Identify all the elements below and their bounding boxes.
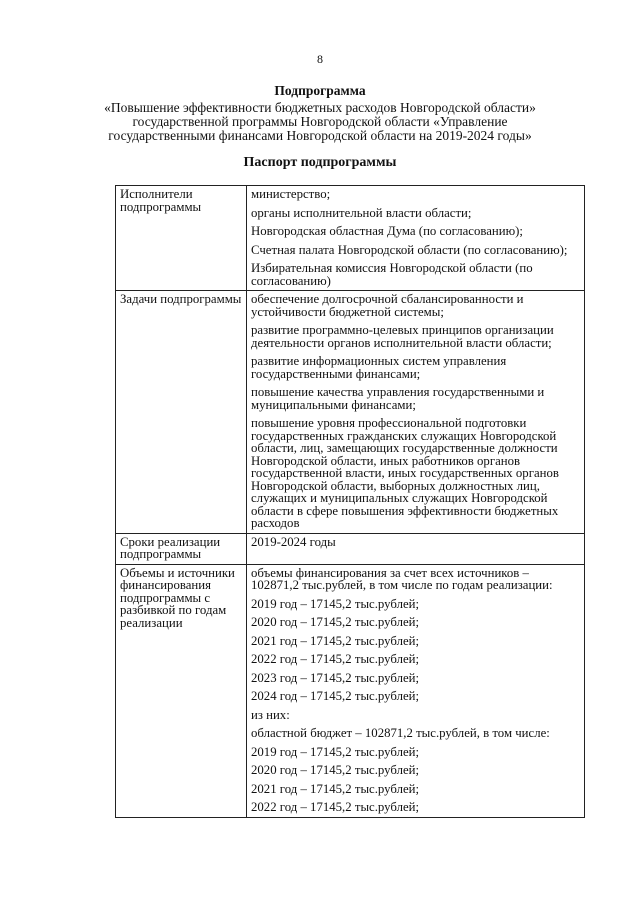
list-item: 2023 год – 17145,2 тыс.рублей; [251, 670, 420, 685]
list-item: 2020 год – 17145,2 тыс.рублей; [251, 615, 420, 629]
subprogram-title-block [60, 84, 580, 143]
list-item: Новгородская областная Дума (по согласованию); [251, 224, 523, 238]
list-item: органы исполнительной власти области; [251, 205, 472, 220]
list-item: 2022 год – 17145,2 тыс.рублей; [251, 800, 420, 814]
subprogram-title-line: государственными финансами Новгородской области на 2019-2024 годы» [108, 128, 532, 143]
row-label: Сроки реализации подпрограммы [116, 533, 247, 564]
subprogram-title-line: государственной программы Новгородской области «Управление [132, 114, 508, 129]
list-item: развитие информационных систем управления государственными финансами; [251, 354, 507, 381]
list-item: министерство; [251, 187, 331, 201]
table-row [116, 186, 585, 291]
table-row [116, 533, 585, 564]
list-item: обеспечение долгосрочной сбалансированности и устойчивости бюджетной системы; [251, 292, 524, 319]
list-item: 2021 год – 17145,2 тыс.рублей; [251, 633, 420, 648]
list-item: 2020 год – 17145,2 тыс.рублей; [251, 763, 420, 777]
row-content [247, 533, 585, 564]
row-content [247, 564, 585, 817]
list-item: развитие программно-целевых принципов организации деятельности органов исполнительной власти области; [251, 323, 554, 350]
list-item: объемы финансирования за счет всех источников – 102871,2 тыс.рублей, в том числе по годам реализации: [251, 565, 553, 592]
table-row [116, 564, 585, 817]
list-item: 2019 год – 17145,2 тыс.рублей; [251, 744, 420, 759]
list-item: 2019 год – 17145,2 тыс.рублей; [251, 596, 420, 611]
passport-table [115, 185, 585, 818]
table-row [116, 291, 585, 534]
passport-heading: Паспорт подпрограммы [243, 155, 397, 170]
row-label: Объемы и источники финансирования подпрограммы с разбивкой по годам реализации [116, 564, 247, 817]
list-item: повышение уровня профессиональной подготовки государственных гражданских служащих Новгородской области, лиц, замещающих государственные должности Новгородской области, иных работников органов государственной власти, иных государственных органов Новгородской области, выборных должностных лиц, служащих и муниципальных служащих Новгородской области в сфере повышения эффективности бюджетных расходов [251, 416, 559, 530]
list-item: из них: [251, 707, 290, 722]
list-item: областной бюджет – 102871,2 тыс.рублей, в том числе: [251, 726, 550, 740]
list-item: 2019-2024 годы [251, 534, 336, 549]
row-label: Задачи подпрограммы [116, 291, 247, 534]
row-label: Исполнители подпрограммы [116, 186, 247, 291]
row-content [247, 186, 585, 291]
page-number: 8 [317, 52, 323, 66]
list-item: 2022 год – 17145,2 тыс.рублей; [251, 652, 420, 666]
row-content [247, 291, 585, 534]
subprogram-heading: Подпрограмма [274, 83, 366, 98]
list-item: 2021 год – 17145,2 тыс.рублей; [251, 781, 420, 796]
list-item: Избирательная комиссия Новгородской области (по согласованию) [251, 261, 533, 288]
list-item: повышение качества управления государственными и муниципальными финансами; [251, 385, 545, 412]
subprogram-title-line: «Повышение эффективности бюджетных расходов Новгородской области» [104, 100, 536, 115]
list-item: 2024 год – 17145,2 тыс.рублей; [251, 689, 420, 703]
list-item: Счетная палата Новгородской области (по согласованию); [251, 242, 568, 257]
